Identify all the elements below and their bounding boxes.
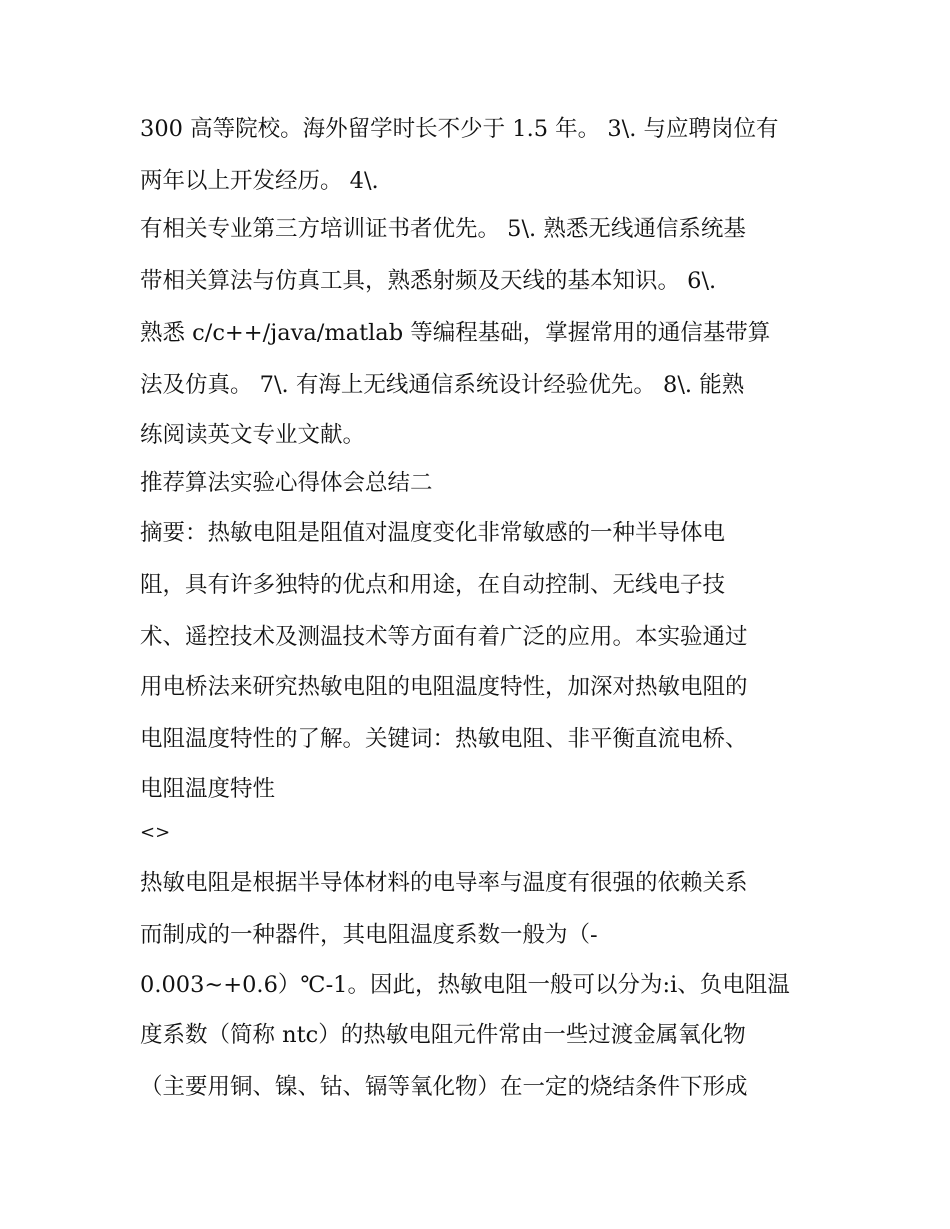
text-line: 摘要：热敏电阻是阻值对温度变化非常敏感的一种半导体电 bbox=[140, 520, 726, 546]
text-line: 电阻温度特性 bbox=[140, 776, 276, 802]
text-line: 而制成的一种器件，其电阻温度系数一般为（- bbox=[140, 922, 598, 948]
text-line: 法及仿真。 7\. 有海上无线通信系统设计经验优先。 8\. 能熟 bbox=[140, 372, 745, 398]
placeholder-marker: <> bbox=[140, 822, 171, 843]
text-line: 练阅读英文专业文献。 bbox=[140, 422, 366, 448]
text-line: 有相关专业第三方培训证书者优先。 5\. 熟悉无线通信系统基 bbox=[140, 216, 746, 242]
text-line: 带相关算法与仿真工具，熟悉射频及天线的基本知识。 6\. bbox=[140, 268, 717, 294]
text-line: 用电桥法来研究热敏电阻的电阻温度特性，加深对热敏电阻的 bbox=[140, 674, 748, 700]
text-line: （主要用铜、镍、钴、镉等氧化物）在一定的烧结条件下形成 bbox=[140, 1074, 748, 1100]
text-line: 两年以上开发经历。 4\. bbox=[140, 168, 379, 194]
text-line: 阻，具有许多独特的优点和用途，在自动控制、无线电子技 bbox=[140, 572, 726, 598]
text-line: 度系数（简称 ntc）的热敏电阻元件常由一些过渡金属氧化物 bbox=[140, 1022, 746, 1048]
section-heading: 推荐算法实验心得体会总结二 bbox=[140, 470, 433, 496]
text-line: 300 高等院校。海外留学时长不少于 1.5 年。 3\. 与应聘岗位有 bbox=[140, 116, 779, 142]
text-line: 热敏电阻是根据半导体材料的电导率与温度有很强的依赖关系 bbox=[140, 870, 748, 896]
text-line: 0.003~+0.6）℃-1。因此，热敏电阻一般可以分为:ⅰ、负电阻温 bbox=[140, 972, 790, 998]
text-line: 电阻温度特性的了解。关键词：热敏电阻、非平衡直流电桥、 bbox=[140, 726, 748, 752]
text-line: 术、遥控技术及测温技术等方面有着广泛的应用。本实验通过 bbox=[140, 624, 748, 650]
text-line: 熟悉 c/c++/java/matlab 等编程基础，掌握常用的通信基带算 bbox=[140, 320, 771, 346]
